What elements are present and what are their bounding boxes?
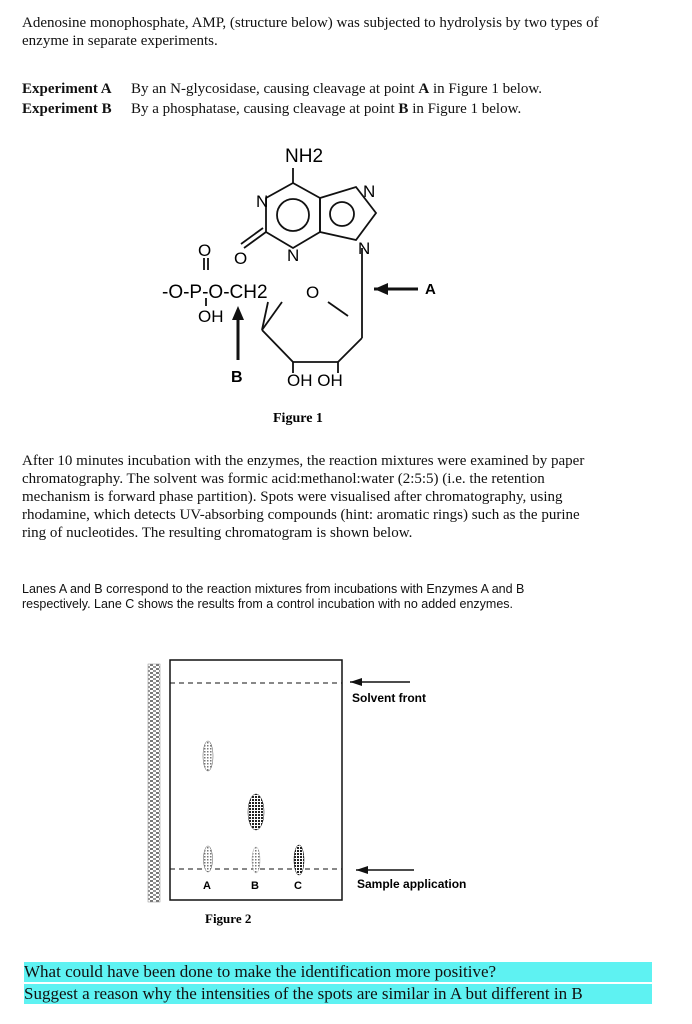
experiment-a-point: A bbox=[418, 81, 430, 97]
lane-b-label: B bbox=[251, 880, 259, 892]
chromatography-paragraph: After 10 minutes incubation with the enzymes, the reaction mixtures were examined by paper chromatography. The solvent was formic acid:methanol:water (2:5:5) (i.e. the retention mechanism is forward phase partition). Spots were visualised after chromatography, using rhodamine, which detects UV-absorbing compounds (hint: aromatic rings) such as the purine ring of nucleotides. The resulting chromatogram is shown below. bbox=[22, 453, 585, 541]
n9-label: N bbox=[358, 239, 371, 258]
pyrimidine-ring bbox=[266, 183, 320, 248]
amp-structure-diagram bbox=[0, 0, 692, 440]
spot-lane-a-upper bbox=[203, 741, 213, 771]
chromatogram-figure bbox=[0, 640, 692, 940]
experiment-a-text: By an N-glycosidase, causing cleavage at point bbox=[131, 81, 419, 97]
experiment-a-label: Experiment A bbox=[22, 81, 112, 97]
paper-edge-hatch bbox=[148, 664, 160, 902]
experiment-a-text-end: in Figure 1 below. bbox=[429, 81, 543, 97]
experiment-b-point: B bbox=[398, 101, 409, 117]
solvent-front-label: Solvent front bbox=[352, 691, 426, 705]
sample-application-label: Sample application bbox=[357, 877, 467, 891]
lane-a-label: A bbox=[203, 880, 211, 892]
spot-lane-b-origin bbox=[252, 847, 260, 873]
arrow-b-head bbox=[232, 306, 244, 320]
ring-oxygen-label: O bbox=[306, 283, 320, 302]
carbonyl-o-label: O bbox=[234, 249, 248, 268]
sugar-oh-label: OH OH bbox=[287, 371, 343, 390]
question-1: What could have been done to make the identification more positive? bbox=[24, 962, 652, 982]
lane-c-label: C bbox=[294, 880, 302, 892]
spot-lane-b-upper bbox=[248, 794, 264, 830]
arrow-a-label: A bbox=[425, 281, 436, 298]
question-2: Suggest a reason why the intensities of the spots are similar in A but different in B bbox=[24, 984, 652, 1004]
imidazole-aromatic-circle bbox=[330, 202, 354, 226]
experiment-b-label: Experiment B bbox=[22, 101, 112, 117]
sample-application-arrowhead bbox=[356, 866, 368, 874]
n3-label: N bbox=[287, 246, 300, 265]
figure1-caption: Figure 1 bbox=[273, 411, 323, 426]
figure2-caption: Figure 2 bbox=[205, 911, 252, 926]
pyrimidine-aromatic-circle bbox=[277, 199, 309, 231]
experiment-b-text: By a phosphatase, causing cleavage at point bbox=[131, 101, 399, 117]
solvent-front-arrowhead bbox=[350, 678, 362, 686]
arrow-b-label: B bbox=[231, 369, 243, 386]
lanes-note: Lanes A and B correspond to the reaction mixtures from incubations with Enzymes A and B respectively. Lane C shows the results from a control incubation with no added enzymes. bbox=[22, 582, 525, 611]
spot-lane-a-origin bbox=[204, 846, 213, 872]
spot-lane-c-origin bbox=[294, 845, 304, 875]
n7-label: N bbox=[363, 182, 376, 201]
n1-label: N bbox=[256, 192, 269, 211]
experiment-b-text-end: in Figure 1 below. bbox=[408, 101, 522, 117]
arrow-a-head bbox=[374, 283, 388, 295]
phosphate-label: -O-P-O-CH2 bbox=[162, 282, 268, 303]
p-double-o-label: O bbox=[198, 241, 212, 260]
phosphate-oh-label: OH bbox=[198, 307, 224, 326]
intro-paragraph: Adenosine monophosphate, AMP, (structure below) was subjected to hydrolysis by two types of enzyme in separate experiments. bbox=[22, 15, 599, 49]
nh2-label: NH2 bbox=[285, 146, 324, 167]
